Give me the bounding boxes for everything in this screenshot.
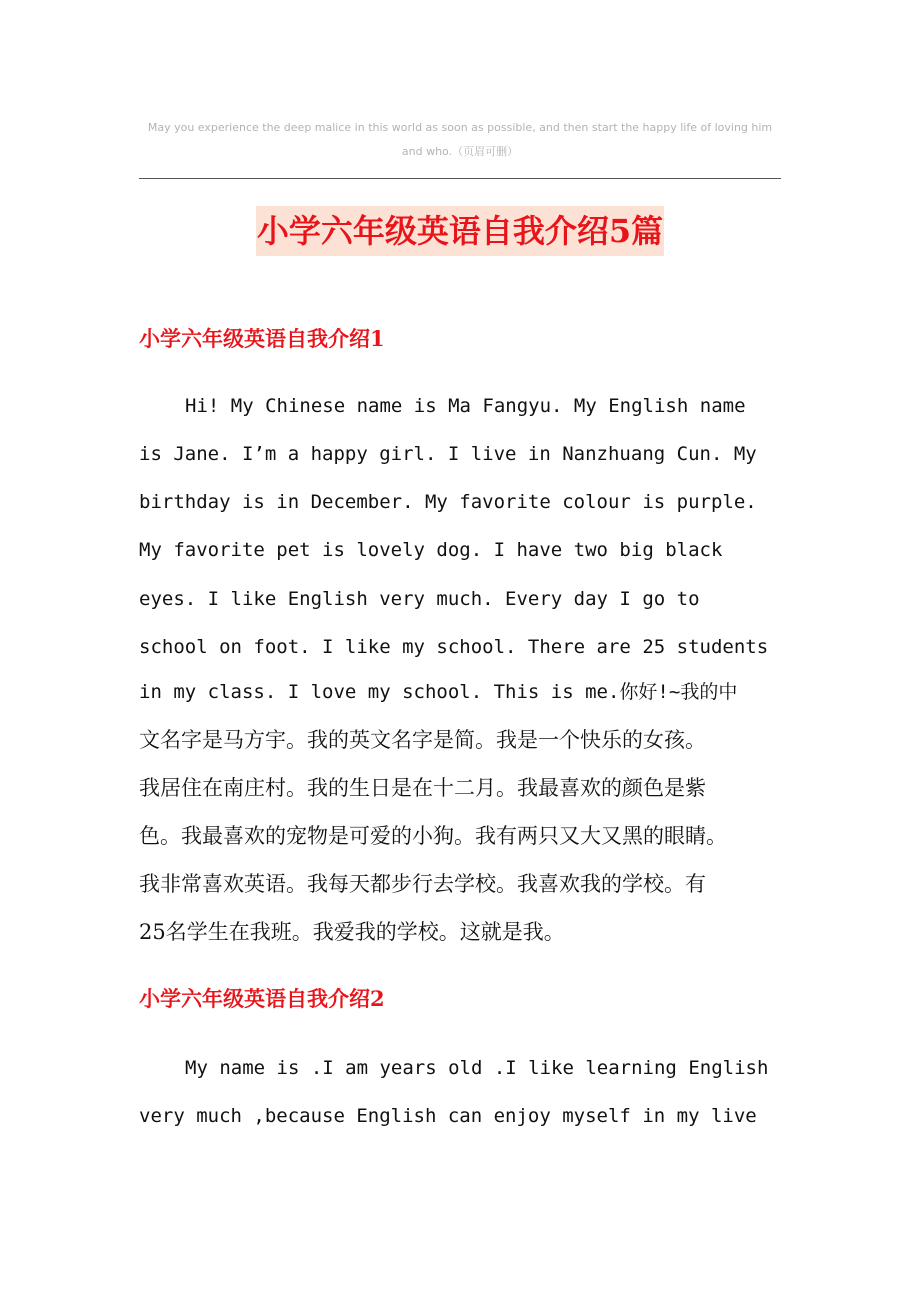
paragraph-line: 色。我最喜欢的宠物是可爱的小狗。我有两只又大又黑的眼睛。 xyxy=(139,824,727,848)
header-line-2: and who.（页眉可删） xyxy=(401,145,519,158)
document-title: 小学六年级英语自我介绍5篇 xyxy=(256,206,664,256)
header-line-1: May you experience the deep malice in this world as soon as possible, and then start the happy life of loving him xyxy=(147,121,773,134)
page-header xyxy=(139,116,781,164)
paragraph-line: 我居住在南庄村。我的生日是在十二月。我最喜欢的颜色是紫 xyxy=(139,776,706,800)
paragraph-line: 文名字是马方宇。我的英文名字是简。我是一个快乐的女孩。 xyxy=(139,728,706,752)
paragraph-line: school on foot. I like my school. There are 25 students xyxy=(139,636,769,658)
paragraph-line: 25名学生在我班。我爱我的学校。这就是我。 xyxy=(139,920,565,944)
section-heading-2: 小学六年级英语自我介绍2 xyxy=(139,986,385,1011)
paragraph-line: eyes. I like English very much. Every day I go to xyxy=(139,588,700,610)
paragraph-line: My favorite pet is lovely dog. I have two big black xyxy=(139,539,723,561)
paragraph-line: very much ,because English can enjoy myself in my live xyxy=(139,1105,757,1127)
header-divider xyxy=(139,178,781,179)
paragraph-line: Hi! My Chinese name is Ma Fangyu. My English name xyxy=(185,395,746,417)
paragraph-line: 我非常喜欢英语。我每天都步行去学校。我喜欢我的学校。有 xyxy=(139,872,706,896)
paragraph-line: is Jane. I’m a happy girl. I live in Nanzhuang Cun. My xyxy=(139,443,757,465)
paragraph-line: in my class. I love my school. This is me.你好!~我的中 xyxy=(139,681,738,703)
paragraph-line: My name is .I am years old .I like learning English xyxy=(185,1057,769,1079)
title-container xyxy=(0,206,920,256)
paragraph-line: birthday is in December. My favorite colour is purple. xyxy=(139,491,757,513)
section-heading-1: 小学六年级英语自我介绍1 xyxy=(139,326,385,351)
